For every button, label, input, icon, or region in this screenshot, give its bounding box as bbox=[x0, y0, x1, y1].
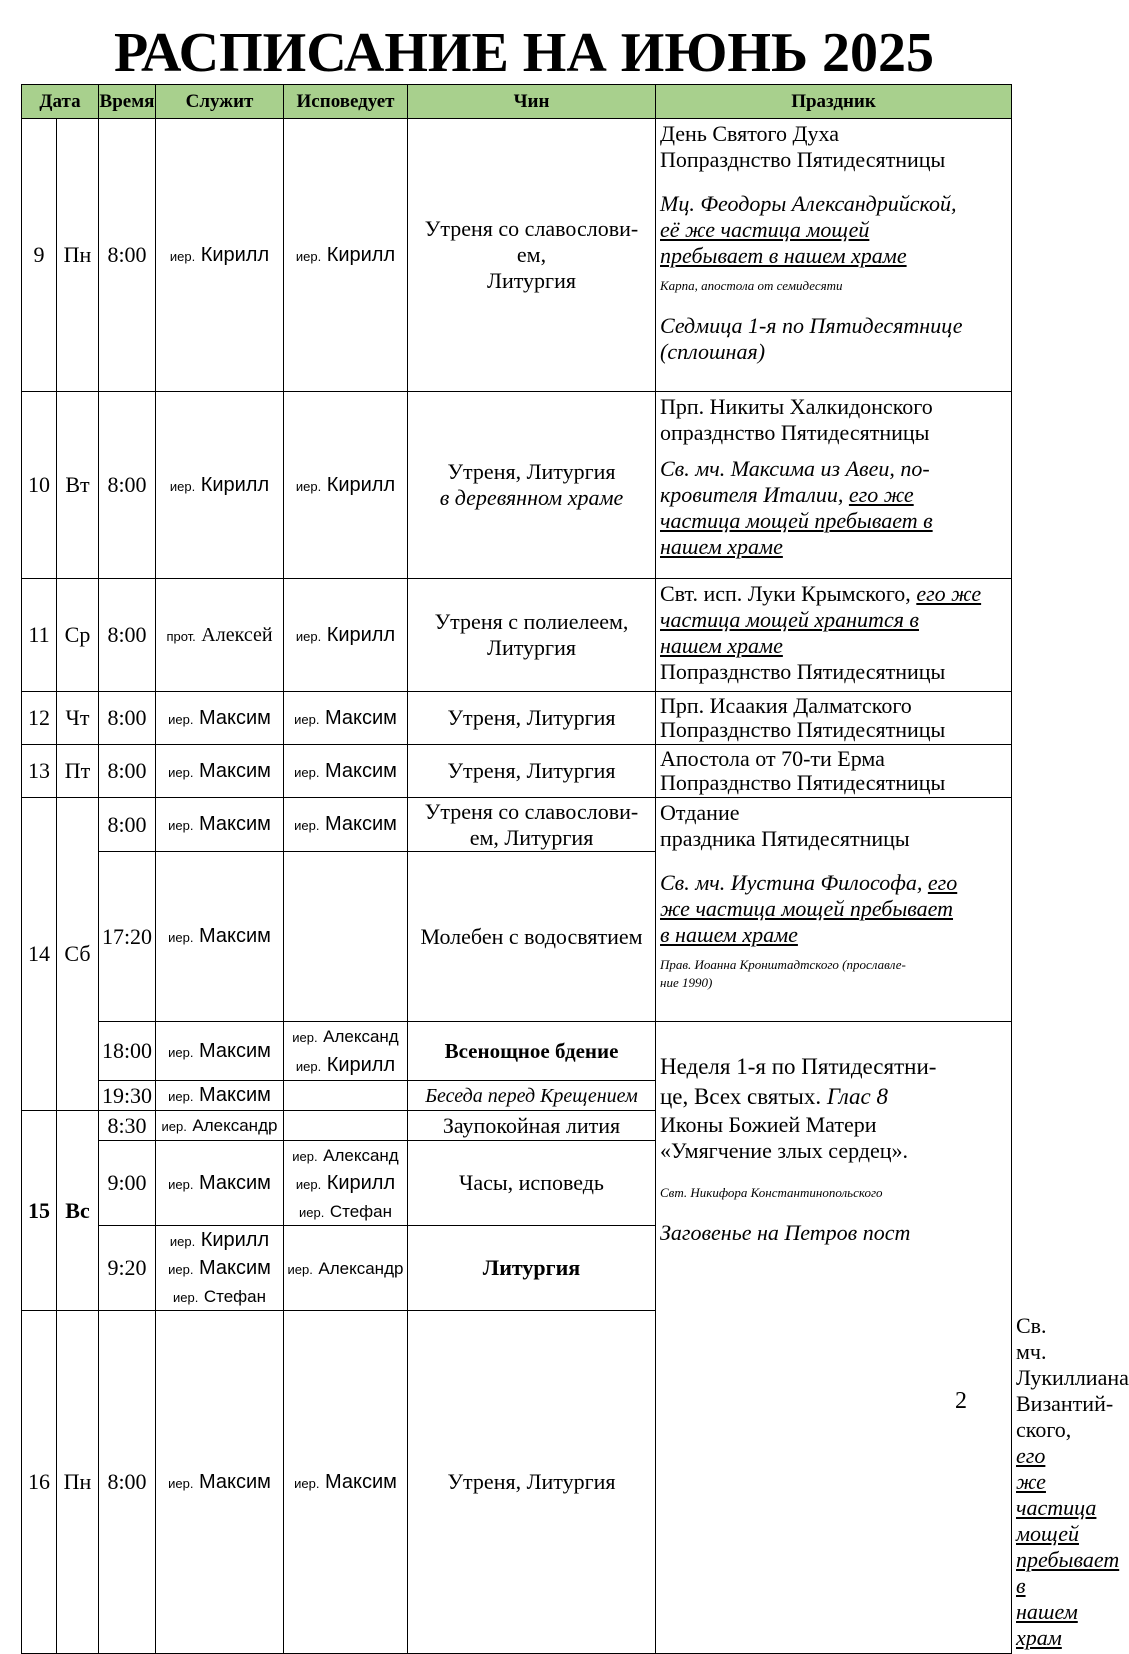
service-time: 9:20 bbox=[99, 1226, 156, 1311]
rite-line: ем, bbox=[516, 242, 547, 267]
celebrant bbox=[156, 392, 284, 579]
feast-line: нашем храме bbox=[660, 534, 783, 559]
feast-line: Заговенье на Петров пост bbox=[660, 1220, 911, 1245]
service-time: 8:00 bbox=[99, 745, 156, 798]
service-time: 8:00 bbox=[99, 1311, 156, 1654]
priest-name: Александр bbox=[192, 1116, 278, 1135]
priest-name: Максим bbox=[324, 813, 397, 835]
rank-label: иер. bbox=[292, 1149, 318, 1164]
service-time: 8:00 bbox=[99, 579, 156, 692]
confessor bbox=[284, 798, 408, 852]
rite-line: Утреня, Литургия bbox=[447, 459, 616, 484]
header-feast: Праздник bbox=[656, 85, 1012, 119]
feast-text: кровителя Италии, bbox=[660, 482, 849, 507]
service-time: 8:00 bbox=[99, 119, 156, 392]
rank-label: иер. bbox=[169, 248, 196, 264]
rite: Утреня, Литургия bbox=[408, 745, 656, 798]
rank-label: иер. bbox=[294, 711, 320, 727]
feast-text: Глас 8 bbox=[826, 1084, 888, 1109]
feast-line: (сплошная) bbox=[660, 339, 766, 364]
priest-name: Максим bbox=[198, 925, 271, 947]
day-number: 10 bbox=[22, 392, 57, 579]
rank-label: иер. bbox=[169, 1234, 196, 1249]
feast-line: нашем храме bbox=[660, 633, 783, 658]
header-rite: Чин bbox=[408, 85, 656, 119]
feast-line: «Умягчение злых сердец». bbox=[660, 1138, 909, 1163]
rank-label: иер. bbox=[168, 764, 194, 780]
feast-line: Карпа, апостола от семидесяти bbox=[660, 278, 843, 293]
service-time: 18:00 bbox=[99, 1022, 156, 1081]
feast-line: частица мощей пребывает в bbox=[660, 508, 933, 533]
rite-line: Литургия bbox=[487, 268, 576, 293]
priest-name: Максим bbox=[198, 706, 271, 729]
weekday: Пн bbox=[57, 119, 99, 392]
priest-name: Алексей bbox=[201, 623, 273, 646]
table-row bbox=[22, 745, 1012, 798]
feast-text: Св. мч. Иустина Философа, bbox=[660, 870, 928, 895]
table-row bbox=[22, 798, 1012, 852]
feast-text: его же частица мощей bbox=[1016, 1443, 1097, 1546]
feast-line: Свт. Никифора Константинопольского bbox=[660, 1185, 883, 1200]
rite: Молебен с водосвятием bbox=[408, 852, 656, 1022]
feast-line: Прп. Никиты Халкидонского bbox=[660, 394, 933, 419]
header-time: Время bbox=[99, 85, 156, 119]
rank-label: иер. bbox=[168, 711, 194, 727]
feast-text: его же bbox=[848, 482, 914, 507]
page-number: 2 bbox=[955, 1388, 967, 1414]
rank-label: иер. bbox=[295, 478, 322, 494]
rank-label: иер. bbox=[168, 1044, 194, 1060]
priest-name: Максим bbox=[198, 1171, 271, 1194]
feast-line: Иконы Божией Матери bbox=[660, 1112, 877, 1137]
rite-line: ем, Литургия bbox=[469, 824, 594, 850]
day-number: 11 bbox=[22, 579, 57, 692]
rite: Утреня, Литургия bbox=[408, 1311, 656, 1654]
feast-line: в нашем храме bbox=[660, 922, 798, 947]
priest-name: Максим bbox=[198, 1039, 271, 1062]
priest-name: Кирилл bbox=[326, 243, 396, 266]
rank-label: иер. bbox=[168, 930, 194, 945]
celebrant bbox=[156, 692, 284, 745]
feast-line: Апостола от 70-ти Ерма bbox=[660, 746, 885, 771]
priest-name: Стефан bbox=[203, 1287, 266, 1306]
feast-line: Прав. Иоанна Кронштадтского (прославле- bbox=[660, 957, 906, 972]
rank-label: иер. bbox=[168, 1475, 194, 1491]
feast-line: же частица мощей пребывает bbox=[660, 896, 954, 921]
priest-name: Александ bbox=[323, 1027, 399, 1046]
feast-text: его bbox=[927, 870, 958, 895]
priest-name: Максим bbox=[198, 1084, 271, 1106]
celebrant bbox=[156, 852, 284, 1022]
feast-text: Свт. исп. Луки Крымского, bbox=[660, 581, 917, 606]
rank-label: иер. bbox=[168, 818, 194, 833]
celebrant bbox=[156, 119, 284, 392]
confessor-empty bbox=[284, 852, 408, 1022]
header-date: Дата bbox=[22, 85, 99, 119]
confessor bbox=[284, 579, 408, 692]
feast-line: Седмица 1-я по Пятидесятнице bbox=[660, 313, 963, 338]
celebrant bbox=[156, 1141, 284, 1226]
rank-label: иер. bbox=[168, 1262, 194, 1277]
feast-line: Мц. Феодоры Александрийской, bbox=[660, 191, 957, 216]
header-row bbox=[22, 85, 1012, 119]
rank-label: иер. bbox=[168, 1176, 194, 1192]
feast bbox=[656, 579, 1012, 692]
priest-name: Максим bbox=[324, 759, 397, 782]
feast bbox=[656, 798, 1012, 1022]
rank-label: прот. bbox=[166, 628, 196, 644]
service-time: 19:30 bbox=[99, 1081, 156, 1111]
weekday: Вс bbox=[57, 1111, 99, 1311]
confessor bbox=[284, 392, 408, 579]
rite bbox=[408, 579, 656, 692]
feast-line: Попразднство Пятидесятницы bbox=[660, 147, 946, 172]
feast-line: ние 1990) bbox=[660, 975, 713, 990]
celebrant bbox=[156, 579, 284, 692]
rite: Литургия bbox=[408, 1226, 656, 1311]
weekday: Пт bbox=[57, 745, 99, 798]
priest-name: Кирилл bbox=[200, 243, 270, 266]
table-row bbox=[22, 579, 1012, 692]
rite-line: Литургия bbox=[487, 635, 576, 660]
rite-line: Утреня с полиелеем, bbox=[434, 609, 629, 634]
feast bbox=[656, 119, 1012, 392]
priest-name: Кирилл bbox=[326, 1054, 396, 1076]
rank-label: иер. bbox=[295, 248, 322, 264]
confessor bbox=[284, 1311, 408, 1654]
rite bbox=[408, 798, 656, 852]
table-row: 16 Пн 8:00 иер. Максим иер. Максим Утреня, Литургия Св. мч. Лукиллиана Византий- ского, его же частица мощей пребывает в нашем храм bbox=[22, 1311, 1012, 1654]
celebrant bbox=[156, 1226, 284, 1311]
table-row bbox=[22, 392, 1012, 579]
priest-name: Стефан bbox=[329, 1202, 392, 1221]
celebrant bbox=[156, 1022, 284, 1081]
rank-label: иер. bbox=[299, 1205, 325, 1220]
feast bbox=[656, 392, 1012, 579]
feast-line: Попразднство Пятидесятницы bbox=[660, 717, 946, 742]
weekday: Сб bbox=[57, 798, 99, 1111]
header-confesses: Исповедует bbox=[284, 85, 408, 119]
feast-line: Попразднство Пятидесятницы bbox=[660, 770, 946, 795]
rite bbox=[408, 119, 656, 392]
rank-label: иер. bbox=[294, 1475, 320, 1491]
priest-name: Максим bbox=[324, 706, 397, 729]
feast-line: частица мощей хранится в bbox=[660, 607, 919, 632]
confessor bbox=[284, 1226, 408, 1311]
day-number: 9 bbox=[22, 119, 57, 392]
rank-label: иер. bbox=[292, 1030, 318, 1045]
priest-name: Кирилл bbox=[326, 473, 396, 496]
page-title: РАСПИСАНИЕ НА ИЮНЬ 2025 bbox=[113, 22, 934, 84]
confessor bbox=[284, 119, 408, 392]
priest-name: Кирилл bbox=[200, 1229, 270, 1251]
feast-line: Отдание bbox=[660, 800, 740, 825]
rank-label: иер. bbox=[173, 1290, 199, 1305]
rank-label: иер. bbox=[168, 1089, 194, 1104]
feast-line: Прп. Исаакия Далматского bbox=[660, 693, 912, 718]
service-time: 8:00 bbox=[99, 692, 156, 745]
feast-text: це, Всех святых. bbox=[660, 1084, 827, 1109]
schedule-table bbox=[21, 84, 1129, 1654]
feast-line: Неделя 1-я по Пятидесятни- bbox=[660, 1054, 937, 1079]
day-number: 13 bbox=[22, 745, 57, 798]
service-time: 8:30 bbox=[99, 1111, 156, 1141]
header-serves: Служит bbox=[156, 85, 284, 119]
rank-label: иер. bbox=[295, 1177, 322, 1192]
service-time: 17:20 bbox=[99, 852, 156, 1022]
confessor-empty bbox=[284, 1111, 408, 1141]
table-row bbox=[22, 119, 1012, 392]
rite: Часы, исповедь bbox=[408, 1141, 656, 1226]
day-number: 16 bbox=[22, 1311, 57, 1654]
celebrant bbox=[156, 1081, 284, 1111]
service-time: 8:00 bbox=[99, 798, 156, 852]
feast-line: её же частица мощей bbox=[660, 217, 870, 242]
rank-label: иер. bbox=[295, 1059, 322, 1074]
priest-name: Максим bbox=[198, 759, 271, 782]
table-row bbox=[22, 692, 1012, 745]
feast-line: праздника Пятидесятницы bbox=[660, 826, 910, 851]
priest-name: Максим bbox=[198, 813, 271, 835]
feast bbox=[656, 745, 1012, 798]
feast-line: Св. мч. Максима из Авеи, по- bbox=[660, 456, 930, 481]
day-number: 12 bbox=[22, 692, 57, 745]
celebrant bbox=[156, 1111, 284, 1141]
confessor bbox=[284, 1022, 408, 1081]
table-row bbox=[22, 1022, 1012, 1081]
rite: Всенощное бдение bbox=[408, 1022, 656, 1081]
rank-label: иер. bbox=[294, 764, 320, 780]
feast-text: его же bbox=[916, 581, 982, 606]
feast-text: ского, bbox=[1016, 1417, 1072, 1442]
service-time: 8:00 bbox=[99, 392, 156, 579]
rank-label: иер. bbox=[295, 628, 322, 644]
rank-label: иер. bbox=[161, 1119, 187, 1134]
rank-label: иер. bbox=[287, 1261, 313, 1277]
weekday: Ср bbox=[57, 579, 99, 692]
rank-label: иер. bbox=[169, 478, 196, 494]
day-number: 15 bbox=[22, 1111, 57, 1311]
rite-line: в деревянном храме bbox=[439, 485, 624, 510]
feast bbox=[656, 692, 1012, 745]
service-time: 9:00 bbox=[99, 1141, 156, 1226]
feast-line: День Святого Духа bbox=[660, 121, 840, 146]
celebrant bbox=[156, 798, 284, 852]
priest-name: Александр bbox=[318, 1258, 404, 1278]
weekday: Чт bbox=[57, 692, 99, 745]
priest-name: Максим bbox=[198, 1470, 271, 1493]
priest-name: Максим bbox=[198, 1257, 271, 1279]
confessor bbox=[284, 692, 408, 745]
day-number: 14 bbox=[22, 798, 57, 1111]
rank-label: иер. bbox=[294, 818, 320, 833]
confessor bbox=[284, 1141, 408, 1226]
weekday: Пн bbox=[57, 1311, 99, 1654]
weekday: Вт bbox=[57, 392, 99, 579]
confessor-empty bbox=[284, 1081, 408, 1111]
priest-name: Кирилл bbox=[200, 473, 270, 496]
rite bbox=[408, 392, 656, 579]
feast-line: пребывает в нашем храме bbox=[660, 243, 907, 268]
priest-name: Кирилл bbox=[326, 623, 396, 646]
celebrant bbox=[156, 745, 284, 798]
celebrant bbox=[156, 1311, 284, 1654]
rite-line: Утреня со славослови- bbox=[424, 216, 639, 241]
rite: Утреня, Литургия bbox=[408, 692, 656, 745]
feast bbox=[656, 1022, 1012, 1654]
rite: Беседа перед Крещением bbox=[408, 1081, 656, 1111]
rite-line: Утреня со славослови- bbox=[424, 798, 639, 824]
feast-line: Попразднство Пятидесятницы bbox=[660, 659, 946, 684]
rite: Заупокойная лития bbox=[408, 1111, 656, 1141]
priest-name: Александ bbox=[323, 1146, 399, 1165]
priest-name: Максим bbox=[324, 1470, 397, 1493]
feast-line: опразднство Пятидесятницы bbox=[660, 420, 930, 445]
priest-name: Кирилл bbox=[326, 1172, 396, 1194]
confessor bbox=[284, 745, 408, 798]
